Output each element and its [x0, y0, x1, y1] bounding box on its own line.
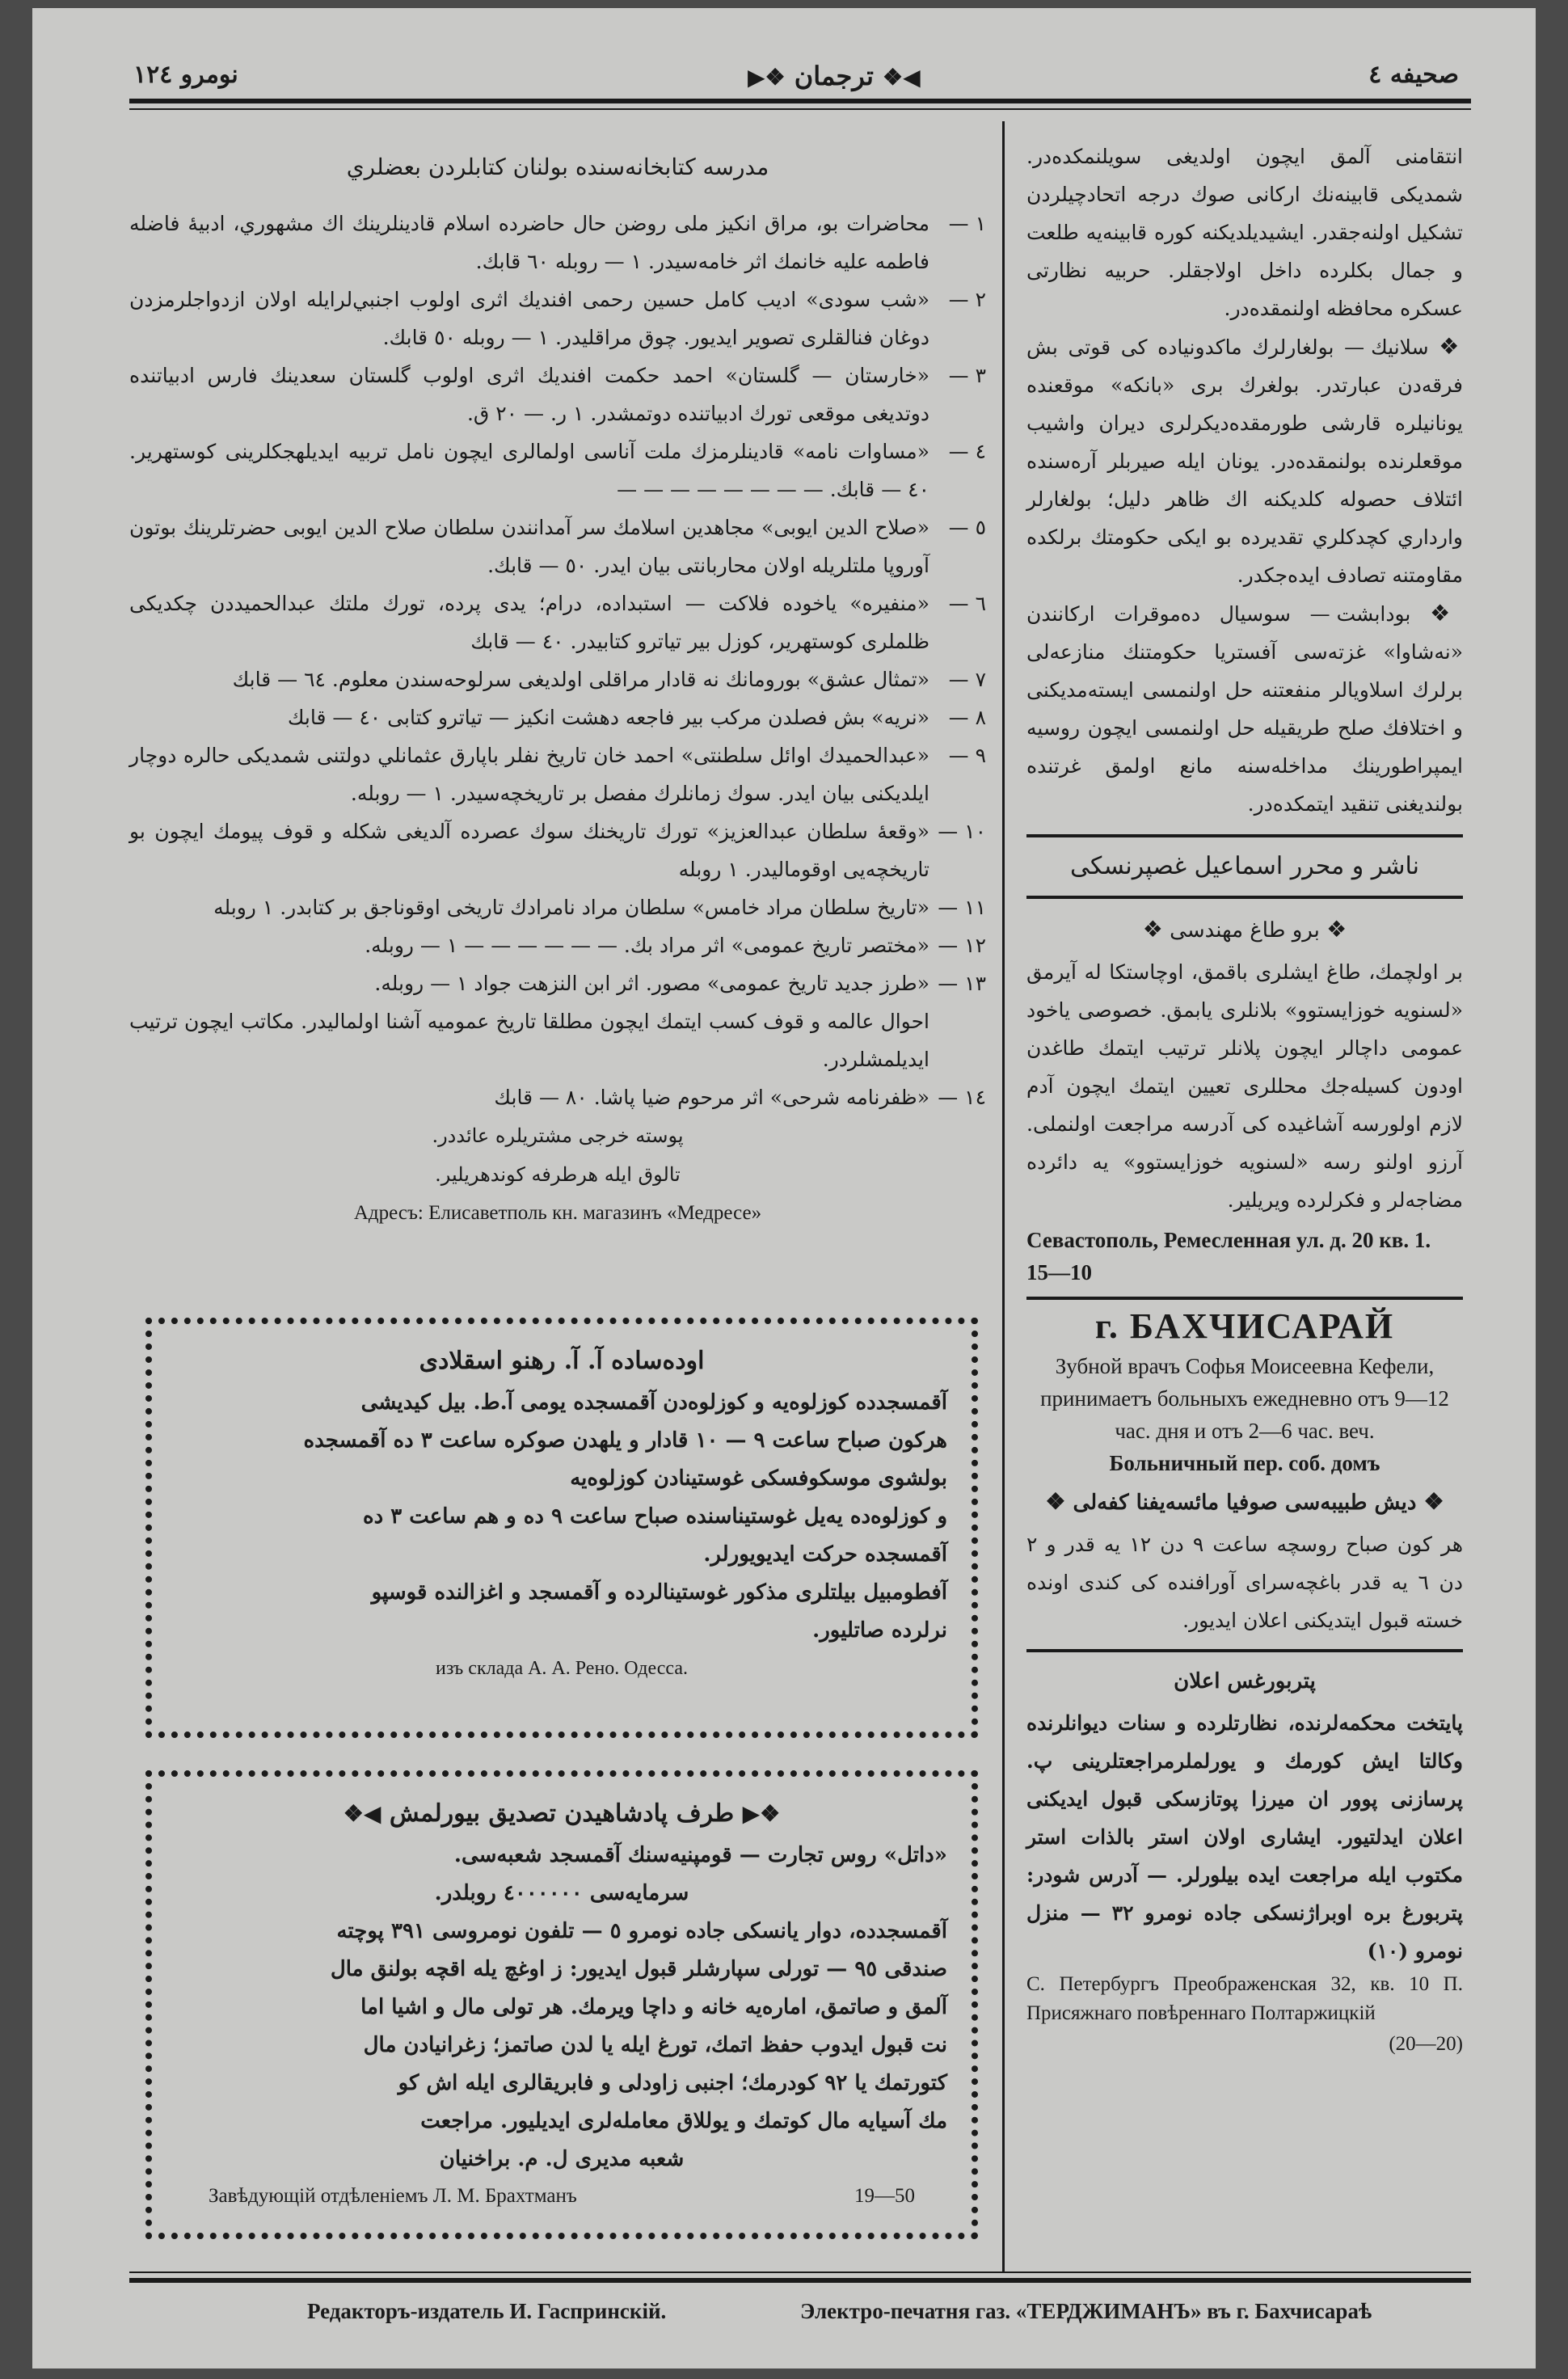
left-column: [129, 137, 986, 1233]
item-text: «وقعهٔ سلطان عبدالعزيز» تورك تاريخنك سوك عصرده آلديغى شكله و قوف پيومك ايچون بو تاريخچه‌يى اوقوماليدر. ١ روبله: [129, 820, 929, 881]
ad-line: نرلرده صاتليور.: [812, 1618, 947, 1643]
shipping-note: تالوق ايله هرطرفه كوندهريلير.: [435, 1163, 681, 1186]
list-item: [129, 964, 986, 1002]
ornament-icon: ❖: [1430, 600, 1464, 626]
ornament-icon: ❖: [1326, 916, 1347, 943]
reno-ad-footer: изъ склада А. А. Рено. Одесса.: [435, 1658, 689, 1679]
item-text: «صلاح الدين ايوبى» مجاهدين اسلامك سر آمدانندن سلطان صلاح الدين ايوبى حضرتلرينك بوتون آوروپا ملتلريله اولان محاربانتى بيان ايدر. ٥٠ — قابك.: [129, 516, 929, 577]
paper-name-text: ترجمان: [794, 61, 874, 91]
datel-ad-title-text: طرف پادشاهيدن تصديق بيورلمش: [389, 1799, 735, 1828]
reno-ad-box: [145, 1318, 978, 1738]
ornament-icon: ❖: [1142, 916, 1163, 943]
ad-line: سرمايه‌سى ٤٠٠٠٠٠٠ روبلدر.: [434, 1881, 689, 1905]
petersburg-ru: С. Петербургъ Преображенская 32, кв. 10 П. Присяжнаго повѣреннаго Полтаржицкій: [1026, 1973, 1463, 2024]
item-number: ٢ —: [948, 288, 986, 311]
ad-line: آفطومبيل بيلتلرى مذكور غوستينالرده و آقمسجد و اغزالنده قوسپو: [371, 1580, 947, 1605]
ad-line: و كوزلوه‌ده يه‌يل غوستينا‌سنده صباح ساعت ٩ ده و هم ساعت ٣ ده: [362, 1504, 947, 1529]
column-divider: [1002, 121, 1005, 2271]
item-number: ٥ —: [948, 516, 986, 539]
ad-line: مك آسيايه مال كوتمك و يوللاق معامله‌لرى ايديليور. مراجعت: [420, 2109, 947, 2133]
ornament-icon: ◀❖: [343, 1800, 381, 1827]
postage-note: پوسته خرجى مشتريلره عائددر.: [432, 1124, 684, 1147]
item-text: «تاريخ سلطان مراد خامس» سلطان مراد نامرادك تاريخى اوقوناجق بر كتابدر. ١ روبله: [213, 896, 929, 919]
item-number: ٣ —: [948, 364, 986, 387]
ad-line: كتورتمك يا ٩٢ كودرمك؛ اجنبى زاودلى و فابريقالرى ايله اش كو: [398, 2071, 947, 2095]
item-text: «خارستان — گلستان» احمد حكمت افنديك اثرى اولوب گلستان سعدينك فارس ادبياتنده دوتديغى موقعى تورك ادبياتنده دوتمشدر. ١ ر. — ٢٠ ق.: [129, 364, 929, 425]
item-text: محاضرات بو، مراق انكيز ملى روضن حال حاضرده اسلام قادينلرينك اك مشهوري، ادبيهٔ فاضله فاطمه عليه خانمك اثر خامه‌سيدر. ١ — روبله ٦٠ قابك.: [129, 212, 929, 273]
list-item: [129, 926, 986, 964]
sevastopol-number: 15—10: [1026, 1260, 1092, 1284]
datel-ad-title: [176, 1791, 947, 1837]
header-rule: [129, 99, 1471, 103]
item-number: ١١ —: [938, 896, 986, 919]
list-item: [129, 281, 986, 356]
ornament-icon: ◀❖: [883, 64, 921, 91]
ad-line: آقمسجده حركت ايديويورلر.: [703, 1542, 947, 1567]
list-item: [129, 584, 986, 660]
ad-line: بولشوى موسكوفسكى غوستينا‌دن كوزلوه‌يه: [570, 1466, 947, 1491]
ad-line: هركون صباح ساعت ٩ — ١٠ قادار و يلهدن صوكره ساعت ٣ ده آقمسجده: [303, 1428, 947, 1453]
list-item: [129, 356, 986, 432]
datel-ad-box: [145, 1770, 978, 2239]
list-item: [129, 508, 986, 584]
dentist-ru-text: Зубной врачъ Софья Моисеевна Кефели, принимаетъ больныхъ ежедневно отъ 9—12 час. дня и отъ 2—6 час. веч.: [1040, 1354, 1449, 1443]
item-number: ١٢ —: [938, 934, 986, 957]
list-item: [129, 736, 986, 812]
petersburg-number: (20—20): [1389, 2033, 1463, 2055]
list-item: [129, 812, 986, 888]
ornament-icon: ❖: [1423, 1488, 1444, 1515]
surveyor-text: بر اولچمك، طاغ ايشلرى باقمق، اوچاستكا له آيرمق «لسنويه خوزايستوو» بلانلرى يابمق. خصوصى ياخود عمومى داچالر ايچون پلانلر ترتيب ايتمك طاغدن اودون كسيله‌جك محللرى تعيين ايتمك ايچون آدم لازم اولورسه آشاغيده كى آدرسه مراجعت اولنملى. آرزو اولنو رسه «لسنويه خوزايستوو» يه دائرده مضاجه‌لر و فكرلرده ويريلير.: [1026, 960, 1463, 1212]
medrese-address: Адресъ: Елисаветполь кн. магазинъ «Медресе»: [353, 1202, 762, 1224]
ad-line: آقمسجد‌ده كوزلوه‌يه و كوزلوه‌دن آقمسجده يومى آ.ط. بيل كيديشى: [360, 1390, 947, 1415]
item-text: «مختصر تاريخ عمومى» اثر مراد بك. — — — — — — ١ — روبله.: [365, 934, 929, 957]
ornament-icon: ❖: [1439, 333, 1464, 360]
ad-line: شعبه مديرى ل. م. براخنيان: [439, 2147, 685, 2171]
ad-line: آقمسجدده، دوار يانسكى جاده نومرو ٥ — تلفون نومروسى ٣٩١ پوچته: [336, 1919, 947, 1943]
item-text: «تمثال عشق» بورومانك نه قادار مراقلى اولديغى سرلوحه‌سندن معلوم. ٦٤ — قابك: [232, 668, 929, 691]
right-column: [1026, 137, 1463, 2061]
dentist-ru-address: Больничный пер. соб. домъ: [1109, 1451, 1380, 1475]
sevastopol-address: Севастополь, Ремесленная ул. д. 20 кв. 1.: [1026, 1228, 1431, 1252]
ad-line: «داتل» روس تجارت — قومپنيه‌سنك آقمسجد شعبه‌سى.: [453, 1843, 947, 1867]
surveyor-title-text: برو طاغ مهندسى: [1170, 918, 1320, 943]
section-rule: [1026, 834, 1463, 837]
newspaper-page: [32, 8, 1536, 2368]
editor-publisher: Редакторъ-издатель И. Гаспринскій.: [307, 2299, 667, 2323]
item-text: «نريه» بش فصلدن مركب بير فاجعه دهشت انكيز — تياترو كتابى ٤٠ — قابك: [287, 706, 929, 729]
item-number: ١٠ —: [938, 820, 986, 843]
list-item: [129, 698, 986, 736]
news-text: سلانيك — بولغارلرك ماكدونياده كى قوتى بش فرقه‌دن عبارتدر. بولغرك برى «بانكه» موقعنده يونانيلره قارشى طورمقده‌ديكرلرى ديران واشيب موقعلرنده بولنمقده‌در. يونان ايله صيربلر آره‌سنده ائتلاف حصوله كلديكنه اك ظاهر دليل؛ بولغارلر وارداري كچدكلري تقديرده بو ايكى حكومتك برلكده مقاومتنه تصادف ايده‌جكدر.: [1026, 335, 1463, 587]
section-rule: [1026, 1649, 1463, 1652]
list-item: [129, 1078, 986, 1116]
item-number: ١ —: [948, 212, 986, 235]
news-paragraph: انتقامنى آلمق ايچون اولديغى سويلنمكده‌در. شمديكى قابينه‌نك اركانى صوك درجه اتحادچيلردن تشكيل اولنه‌جقدر. ايشيديلديكنه كوره قابينه‌يه طلعت و جمال بكلرده داخل اولاجقلر. حربيه نظارتى عسكره محافظه اولنمقده‌در.: [1026, 145, 1463, 320]
item-text: «مساوات نامه» قادينلرمزك ملت آناسى اولمالرى ايچون نامل تربيه ايديلهجكلرينى كوستهرير. ٤٠ — قابك. — — — — — — — —: [129, 440, 929, 501]
page-number: صحيفه ٤: [1368, 61, 1459, 89]
datel-ad-footer: [176, 2179, 947, 2214]
bakhchisaray-title: г. БАХЧИСАРАЙ: [1094, 1306, 1395, 1346]
list-item: [129, 888, 986, 926]
dentist-ot-title-text: ديش طبيبه‌سى صوفيا مائسه‌يفنا كفه‌لى: [1073, 1491, 1417, 1515]
ornament-icon: ❖▶: [742, 1800, 781, 1827]
item-number: ١٣ —: [938, 972, 986, 995]
ad-line: نت قبول ايدوب حفظ اتمك، تورغ ايله يا لدن صاتمز؛ زغرانيادن مال: [363, 2033, 947, 2057]
paper-name: [748, 61, 921, 91]
datel-number: 19—50: [854, 2185, 915, 2207]
item-number: ٤ —: [948, 440, 986, 463]
dentist-ot-text: هر كون صباح روسچه ساعت ٩ دن ١٢ يه قدر و ٢ دن ٦ يه قدر باغچه‌سراى آورافنده كى كندى اونده خسته قبول ايتديكنى اعلان ايديور.: [1026, 1533, 1464, 1632]
ad-line: آلمق و صاتمق، اماره‌يه خانه و داچا ويرمك. هر تولى مال و اشيا اما: [360, 1995, 947, 2019]
publisher-line: ناشر و محرر اسماعيل غصپرنسكى: [1070, 852, 1419, 880]
news-paragraph: [1026, 327, 1463, 594]
ornament-icon: ❖▶: [748, 64, 786, 91]
item-text: «عبدالحميدك اوائل سلطنتى» احمد خان تاريخ نفلر باپارق عثمانلي دولتنى شمديكى حالره دوچار ايلديكنى بيان ايدر. سوك زمانلرك مفصل بر تاريخچه‌سيدر. ١ — روبله.: [129, 744, 929, 805]
ornament-icon: ❖: [1045, 1488, 1066, 1515]
item-text: «شب سودى» ادیب كامل حسين رحمى افنديك اثرى اولوب اجنبي‌لرايله اولان ازدواجلرمزدن دوغان فنالقلرى تصوير ايديور. چوق مراقليدر. ١ — روبله ٥٠ قابك.: [129, 288, 929, 349]
reno-ad-title: اوده‌ساده آ. آ. رهنو اسقلادى: [419, 1347, 705, 1375]
item-number: ٨ —: [948, 706, 986, 729]
dentist-ot-title: [1026, 1479, 1463, 1525]
printing-house: Электро-печатня газ. «ТЕРДЖИМАНЪ» въ г. Бахчисараѣ: [800, 2299, 1372, 2323]
list-item: [129, 205, 986, 281]
footer-rule: [129, 2278, 1471, 2283]
header-rule-thin: [129, 108, 1471, 110]
item-text: «طرز جديد تاريخ عمومى» مصور. اثر ابن النزهت جواد ١ — روبله.: [374, 972, 929, 995]
item-number: ٩ —: [948, 744, 986, 767]
item-text: «ظفرنامه شرحى» اثر مرحوم ضيا پاشا. ٨٠ — قابك: [494, 1086, 929, 1109]
page-footer: [129, 2288, 1471, 2336]
history-note: احوال عالمه و قوف كسب ايتمك ايچون مطلقا تاريخ عموميه آشنا اولماليدر. مكاتب ايچون ترتيب ايديلمشلردر.: [129, 1010, 929, 1071]
item-number: ٦ —: [948, 592, 986, 615]
item-text: «منفيره» ياخوده فلاكت — استبداده، درام؛ يدى پرده، تورك ملتك عبدالحميددن چكديكى ظلملرى كوستهرير، كوزل بير تياترو كتابيدر. ٤٠ — قابك: [129, 592, 929, 653]
datel-manager: Завѣдующій отдѣленіемъ Л. М. Брахтманъ: [209, 2185, 577, 2207]
list-item: [129, 660, 986, 698]
item-number: ١٤ —: [938, 1086, 986, 1109]
item-number: ٧ —: [948, 668, 986, 691]
petersburg-title: پتربورغس اعلان: [1174, 1669, 1316, 1694]
footer-rule-thin: [129, 2271, 1471, 2273]
ad-line: صندقى ٩٥ — تورلى سپارشلر قبول ايديور: ز اوغچ يله اقچه بولنق مال: [330, 1957, 947, 1981]
issue-number: نومرو ١٢٤: [133, 61, 238, 89]
petersburg-text: پايتخت محكمه‌لرنده، نظارتلرده و سنات ديوانلرنده وكالتا ايش كورمك و يورلملرمراجعتلرينى پ. پرسازنى پوور ان ميرزا پوتازسكى قبول ايديكنى اعلان ايدلتيور. ايشارى اولان استر بالذات استر مكتوب ايله مراجعت ايده بيلورلر. — آدرس شودر: پتربورغ بره اوبراژنسكى جاده نومرو ٣٢ — منزل نومرو (١٠): [1026, 1711, 1463, 1963]
surveyor-title: [1026, 907, 1463, 953]
news-paragraph: [1026, 594, 1463, 823]
section-rule: [1026, 896, 1463, 899]
section-title: مدرسه كتابخانه‌سنده بولنان كتابلردن بعضلري: [346, 154, 769, 180]
list-item: [129, 432, 986, 508]
news-text: بودابشت — سوسيال ده‌موقرات اركانندن «نه‌شاوا» غزته‌سى آفستريا حكومتنك منازعه‌لى برلرك اسلاويالر منفعتنه حل اولنمسى ايسته‌مديكنى و اختلافك صلح طريقيله حل اولنمسى ايچون روسيه ايمپراطورينك مداخله‌سنه مانع اولمق غرتنده بولنديغنى تنقيد ايتمكده‌در.: [1026, 602, 1463, 816]
section-rule: [1026, 1297, 1463, 1300]
